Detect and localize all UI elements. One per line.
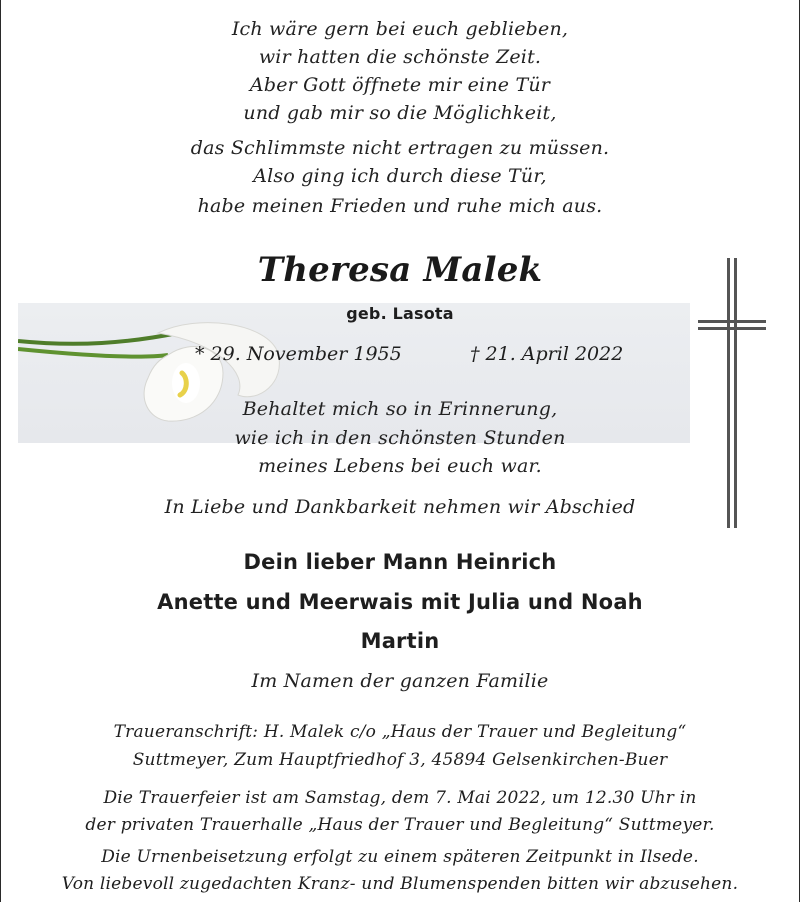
verse-line: wie ich in den schönsten Stunden <box>234 427 566 449</box>
address-line: Traueranschrift: H. Malek c/o „Haus der Trauer und Begleitung“ <box>113 722 687 742</box>
poem-line: wir hatten die schönste Zeit. <box>258 46 542 68</box>
ceremony-line: Die Trauerfeier ist am Samstag, dem 7. Mai 2022, um 12.30 Uhr in <box>103 788 697 808</box>
poem-line: das Schlimmste nicht ertragen zu müssen. <box>190 137 610 159</box>
verse-line: meines Lebens bei euch war. <box>258 455 542 477</box>
mourner-line: Martin <box>360 629 440 653</box>
poem-line: Also ging ich durch diese Tür, <box>253 165 547 187</box>
farewell-text: In Liebe und Dankbarkeit nehmen wir Abschied <box>164 496 636 518</box>
poem-line: und gab mir so die Möglichkeit, <box>243 102 557 124</box>
cross-icon <box>698 258 768 528</box>
verse-line: Behaltet mich so in Erinnerung, <box>242 398 558 420</box>
address-line: Suttmeyer, Zum Hauptfriedhof 3, 45894 Gelsenkirchen-Buer <box>132 750 668 770</box>
burial-line: Die Urnenbeisetzung erfolgt zu einem späteren Zeitpunkt in Ilsede. <box>101 847 699 867</box>
mourner-line: Anette und Meerwais mit Julia und Noah <box>157 590 643 614</box>
family-note: Im Namen der ganzen Familie <box>251 670 549 692</box>
ceremony-line: der privaten Trauerhalle „Haus der Trauer und Begleitung“ Suttmeyer. <box>85 815 715 835</box>
poem-line: Aber Gott öffnete mir eine Tür <box>249 74 551 96</box>
mourner-line: Dein lieber Mann Heinrich <box>243 550 557 574</box>
birth-date: * 29. November 1955 <box>195 343 402 365</box>
poem-line: habe meinen Frieden und ruhe mich aus. <box>197 195 603 217</box>
deceased-name: Theresa Malek <box>257 250 543 290</box>
calla-lily-image <box>18 303 318 443</box>
maiden-name: geb. Lasota <box>346 304 454 323</box>
burial-line: Von liebevoll zugedachten Kranz- und Blumenspenden bitten wir abzusehen. <box>61 874 739 894</box>
death-date: † 21. April 2022 <box>470 343 624 365</box>
poem-line: Ich wäre gern bei euch geblieben, <box>231 18 569 40</box>
